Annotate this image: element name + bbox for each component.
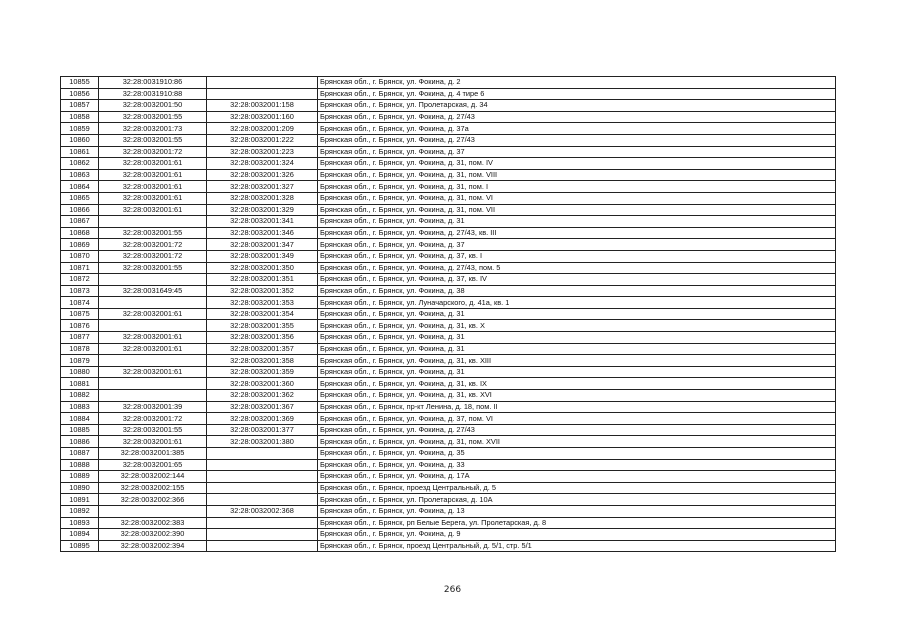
table-row	[61, 355, 836, 367]
parcel-number-cell: 32:28:0032001:61	[99, 308, 207, 320]
address-cell: Брянская обл., г. Брянск, ул. Фокина, д. 9	[318, 529, 836, 541]
address-cell: Брянская обл., г. Брянск, ул. Фокина, д. 31	[318, 216, 836, 228]
table-row	[61, 100, 836, 112]
row-number-cell: 10860	[61, 134, 99, 146]
object-number-cell: 32:28:0032001:357	[207, 343, 318, 355]
row-number-cell: 10891	[61, 494, 99, 506]
object-number-cell: 32:28:0032001:377	[207, 424, 318, 436]
object-number-cell: 32:28:0032001:355	[207, 320, 318, 332]
parcel-number-cell: 32:28:0032001:72	[99, 239, 207, 251]
address-cell: Брянская обл., г. Брянск, ул. Фокина, д. 31, кв. XVI	[318, 390, 836, 402]
object-number-cell: 32:28:0032001:380	[207, 436, 318, 448]
object-number-cell: 32:28:0032001:209	[207, 123, 318, 135]
object-number-cell: 32:28:0032001:158	[207, 100, 318, 112]
object-number-cell: 32:28:0032001:328	[207, 192, 318, 204]
address-cell: Брянская обл., г. Брянск, рп Белые Берега, ул. Пролетарская, д. 8	[318, 517, 836, 529]
address-cell: Брянская обл., г. Брянск, ул. Фокина, д. 31, пом. XVII	[318, 436, 836, 448]
row-number-cell: 10875	[61, 308, 99, 320]
parcel-number-cell: 32:28:0031649:45	[99, 285, 207, 297]
address-cell: Брянская обл., г. Брянск, проезд Центральный, д. 5/1, стр. 5/1	[318, 540, 836, 552]
table-row	[61, 401, 836, 413]
parcel-number-cell: 32:28:0032002:383	[99, 517, 207, 529]
parcel-number-cell: 32:28:0032001:39	[99, 401, 207, 413]
row-number-cell: 10895	[61, 540, 99, 552]
parcel-number-cell: 32:28:0032001:55	[99, 134, 207, 146]
address-cell: Брянская обл., г. Брянск, ул. Фокина, д. 31, кв. IX	[318, 378, 836, 390]
table-row	[61, 529, 836, 541]
object-number-cell: 32:28:0032001:329	[207, 204, 318, 216]
row-number-cell: 10871	[61, 262, 99, 274]
row-number-cell: 10886	[61, 436, 99, 448]
row-number-cell: 10877	[61, 332, 99, 344]
address-cell: Брянская обл., г. Брянск, ул. Фокина, д. 2	[318, 77, 836, 89]
object-number-cell: 32:28:0032001:326	[207, 169, 318, 181]
address-cell: Брянская обл., г. Брянск, ул. Фокина, д. 31	[318, 308, 836, 320]
object-number-cell: 32:28:0032001:349	[207, 250, 318, 262]
parcel-number-cell: 32:28:0032001:55	[99, 262, 207, 274]
address-cell: Брянская обл., г. Брянск, ул. Фокина, д. 37, кв. IV	[318, 274, 836, 286]
object-number-cell: 32:28:0032001:160	[207, 111, 318, 123]
row-number-cell: 10878	[61, 343, 99, 355]
object-number-cell: 32:28:0032001:346	[207, 227, 318, 239]
table-row	[61, 250, 836, 262]
table-row	[61, 517, 836, 529]
address-cell: Брянская обл., г. Брянск, ул. Фокина, д. 31, кв. XIII	[318, 355, 836, 367]
row-number-cell: 10856	[61, 88, 99, 100]
row-number-cell: 10861	[61, 146, 99, 158]
parcel-number-cell: 32:28:0032002:394	[99, 540, 207, 552]
address-cell: Брянская обл., г. Брянск, ул. Фокина, д. 37а	[318, 123, 836, 135]
table-row	[61, 332, 836, 344]
address-cell: Брянская обл., г. Брянск, ул. Фокина, д. 31, пом. IV	[318, 158, 836, 170]
table-row	[61, 459, 836, 471]
object-number-cell: 32:28:0032001:347	[207, 239, 318, 251]
object-number-cell	[207, 494, 318, 506]
row-number-cell: 10870	[61, 250, 99, 262]
parcel-number-cell: 32:28:0032001:55	[99, 227, 207, 239]
object-number-cell: 32:28:0032001:341	[207, 216, 318, 228]
address-cell: Брянская обл., г. Брянск, ул. Фокина, д. 31	[318, 343, 836, 355]
registry-table	[60, 76, 836, 552]
address-cell: Брянская обл., г. Брянск, ул. Фокина, д. 35	[318, 448, 836, 460]
address-cell: Брянская обл., г. Брянск, ул. Фокина, д. 27/43	[318, 111, 836, 123]
parcel-number-cell	[99, 274, 207, 286]
table-row	[61, 482, 836, 494]
row-number-cell: 10894	[61, 529, 99, 541]
table-row	[61, 413, 836, 425]
address-cell: Брянская обл., г. Брянск, ул. Фокина, д. 37, кв. I	[318, 250, 836, 262]
row-number-cell: 10892	[61, 505, 99, 517]
table-row	[61, 297, 836, 309]
row-number-cell: 10889	[61, 471, 99, 483]
row-number-cell: 10874	[61, 297, 99, 309]
address-cell: Брянская обл., г. Брянск, ул. Фокина, д. 17А	[318, 471, 836, 483]
parcel-number-cell: 32:28:0032001:72	[99, 413, 207, 425]
table-row	[61, 448, 836, 460]
address-cell: Брянская обл., г. Брянск, ул. Фокина, д. 31, кв. X	[318, 320, 836, 332]
table-row	[61, 146, 836, 158]
address-cell: Брянская обл., г. Брянск, пр-кт Ленина, д. 18, пом. II	[318, 401, 836, 413]
object-number-cell: 32:28:0032001:352	[207, 285, 318, 297]
object-number-cell	[207, 529, 318, 541]
object-number-cell: 32:28:0032001:350	[207, 262, 318, 274]
row-number-cell: 10885	[61, 424, 99, 436]
table-row	[61, 169, 836, 181]
parcel-number-cell: 32:28:0031910:88	[99, 88, 207, 100]
object-number-cell	[207, 88, 318, 100]
parcel-number-cell: 32:28:0032001:55	[99, 424, 207, 436]
object-number-cell: 32:28:0032001:369	[207, 413, 318, 425]
parcel-number-cell: 32:28:0032001:61	[99, 181, 207, 193]
parcel-number-cell: 32:28:0032001:73	[99, 123, 207, 135]
row-number-cell: 10869	[61, 239, 99, 251]
row-number-cell: 10873	[61, 285, 99, 297]
table-row	[61, 204, 836, 216]
parcel-number-cell: 32:28:0032001:50	[99, 100, 207, 112]
table-row	[61, 262, 836, 274]
parcel-number-cell: 32:28:0032001:61	[99, 332, 207, 344]
row-number-cell: 10880	[61, 366, 99, 378]
address-cell: Брянская обл., г. Брянск, ул. Фокина, д. 37, пом. VI	[318, 413, 836, 425]
object-number-cell	[207, 471, 318, 483]
object-number-cell: 32:28:0032001:324	[207, 158, 318, 170]
row-number-cell: 10864	[61, 181, 99, 193]
row-number-cell: 10876	[61, 320, 99, 332]
object-number-cell	[207, 459, 318, 471]
table-row	[61, 274, 836, 286]
object-number-cell	[207, 482, 318, 494]
parcel-number-cell: 32:28:0032002:155	[99, 482, 207, 494]
table-row	[61, 505, 836, 517]
object-number-cell	[207, 517, 318, 529]
table-row	[61, 540, 836, 552]
table-row	[61, 436, 836, 448]
table-row	[61, 227, 836, 239]
table-row	[61, 390, 836, 402]
object-number-cell: 32:28:0032001:353	[207, 297, 318, 309]
parcel-number-cell: 32:28:0032001:72	[99, 146, 207, 158]
row-number-cell: 10863	[61, 169, 99, 181]
parcel-number-cell	[99, 505, 207, 517]
address-cell: Брянская обл., г. Брянск, ул. Фокина, д. 31, пом. VII	[318, 204, 836, 216]
table-row	[61, 192, 836, 204]
table-row	[61, 366, 836, 378]
parcel-number-cell: 32:28:0032001:61	[99, 366, 207, 378]
address-cell: Брянская обл., г. Брянск, ул. Фокина, д. 33	[318, 459, 836, 471]
object-number-cell: 32:28:0032001:222	[207, 134, 318, 146]
table-row	[61, 181, 836, 193]
row-number-cell: 10857	[61, 100, 99, 112]
address-cell: Брянская обл., г. Брянск, ул. Фокина, д. 31, пом. VIII	[318, 169, 836, 181]
table-row	[61, 123, 836, 135]
object-number-cell: 32:28:0032002:368	[207, 505, 318, 517]
parcel-number-cell: 32:28:0032001:61	[99, 169, 207, 181]
table-row	[61, 111, 836, 123]
row-number-cell: 10879	[61, 355, 99, 367]
address-cell: Брянская обл., г. Брянск, ул. Фокина, д. 31	[318, 366, 836, 378]
parcel-number-cell: 32:28:0032001:61	[99, 436, 207, 448]
parcel-number-cell: 32:28:0032002:366	[99, 494, 207, 506]
address-cell: Брянская обл., г. Брянск, ул. Фокина, д. 37	[318, 146, 836, 158]
table-row	[61, 216, 836, 228]
row-number-cell: 10866	[61, 204, 99, 216]
table-row	[61, 308, 836, 320]
parcel-number-cell: 32:28:0031910:86	[99, 77, 207, 89]
address-cell: Брянская обл., г. Брянск, ул. Луначарского, д. 41а, кв. 1	[318, 297, 836, 309]
parcel-number-cell: 32:28:0032001:65	[99, 459, 207, 471]
address-cell: Брянская обл., г. Брянск, ул. Фокина, д. 31, пом. VI	[318, 192, 836, 204]
address-cell: Брянская обл., г. Брянск, ул. Фокина, д. 37	[318, 239, 836, 251]
address-cell: Брянская обл., г. Брянск, ул. Фокина, д. 27/43, пом. 5	[318, 262, 836, 274]
table-row	[61, 77, 836, 89]
row-number-cell: 10887	[61, 448, 99, 460]
row-number-cell: 10867	[61, 216, 99, 228]
address-cell: Брянская обл., г. Брянск, ул. Фокина, д. 31	[318, 332, 836, 344]
row-number-cell: 10883	[61, 401, 99, 413]
address-cell: Брянская обл., г. Брянск, ул. Фокина, д. 27/43	[318, 134, 836, 146]
row-number-cell: 10868	[61, 227, 99, 239]
row-number-cell: 10890	[61, 482, 99, 494]
table-row	[61, 471, 836, 483]
parcel-number-cell	[99, 355, 207, 367]
parcel-number-cell: 32:28:0032001:61	[99, 343, 207, 355]
row-number-cell: 10859	[61, 123, 99, 135]
row-number-cell: 10855	[61, 77, 99, 89]
address-cell: Брянская обл., г. Брянск, ул. Фокина, д. 27/43	[318, 424, 836, 436]
object-number-cell: 32:28:0032001:367	[207, 401, 318, 413]
parcel-number-cell	[99, 378, 207, 390]
table-row	[61, 134, 836, 146]
row-number-cell: 10882	[61, 390, 99, 402]
parcel-number-cell	[99, 390, 207, 402]
table-body	[61, 77, 836, 552]
row-number-cell: 10881	[61, 378, 99, 390]
row-number-cell: 10893	[61, 517, 99, 529]
page-number: 266	[443, 585, 462, 595]
object-number-cell	[207, 77, 318, 89]
table-row	[61, 378, 836, 390]
row-number-cell: 10865	[61, 192, 99, 204]
object-number-cell	[207, 448, 318, 460]
address-cell: Брянская обл., г. Брянск, ул. Фокина, д. 27/43, кв. III	[318, 227, 836, 239]
address-cell: Брянская обл., г. Брянск, ул. Фокина, д. 4 тире 6	[318, 88, 836, 100]
table-row	[61, 285, 836, 297]
parcel-number-cell	[99, 320, 207, 332]
parcel-number-cell	[99, 297, 207, 309]
object-number-cell: 32:28:0032001:359	[207, 366, 318, 378]
object-number-cell: 32:28:0032001:327	[207, 181, 318, 193]
parcel-number-cell: 32:28:0032001:61	[99, 158, 207, 170]
parcel-number-cell: 32:28:0032001:55	[99, 111, 207, 123]
object-number-cell: 32:28:0032001:351	[207, 274, 318, 286]
table-row	[61, 239, 836, 251]
parcel-number-cell	[99, 216, 207, 228]
row-number-cell: 10862	[61, 158, 99, 170]
parcel-number-cell: 32:28:0032001:61	[99, 204, 207, 216]
object-number-cell: 32:28:0032001:360	[207, 378, 318, 390]
object-number-cell: 32:28:0032001:354	[207, 308, 318, 320]
parcel-number-cell: 32:28:0032001:72	[99, 250, 207, 262]
table-row	[61, 494, 836, 506]
row-number-cell: 10884	[61, 413, 99, 425]
table-row	[61, 424, 836, 436]
object-number-cell: 32:28:0032001:362	[207, 390, 318, 402]
table-row	[61, 88, 836, 100]
table-row	[61, 158, 836, 170]
object-number-cell: 32:28:0032001:358	[207, 355, 318, 367]
row-number-cell: 10888	[61, 459, 99, 471]
table-row	[61, 320, 836, 332]
row-number-cell: 10872	[61, 274, 99, 286]
address-cell: Брянская обл., г. Брянск, ул. Фокина, д. 13	[318, 505, 836, 517]
table-row	[61, 343, 836, 355]
parcel-number-cell: 32:28:0032001:61	[99, 192, 207, 204]
address-cell: Брянская обл., г. Брянск, проезд Центральный, д. 5	[318, 482, 836, 494]
object-number-cell: 32:28:0032001:223	[207, 146, 318, 158]
address-cell: Брянская обл., г. Брянск, ул. Фокина, д. 38	[318, 285, 836, 297]
object-number-cell	[207, 540, 318, 552]
address-cell: Брянская обл., г. Брянск, ул. Пролетарская, д. 10А	[318, 494, 836, 506]
address-cell: Брянская обл., г. Брянск, ул. Пролетарская, д. 34	[318, 100, 836, 112]
parcel-number-cell: 32:28:0032001:385	[99, 448, 207, 460]
parcel-number-cell: 32:28:0032002:390	[99, 529, 207, 541]
object-number-cell: 32:28:0032001:356	[207, 332, 318, 344]
row-number-cell: 10858	[61, 111, 99, 123]
parcel-number-cell: 32:28:0032002:144	[99, 471, 207, 483]
address-cell: Брянская обл., г. Брянск, ул. Фокина, д. 31, пом. I	[318, 181, 836, 193]
